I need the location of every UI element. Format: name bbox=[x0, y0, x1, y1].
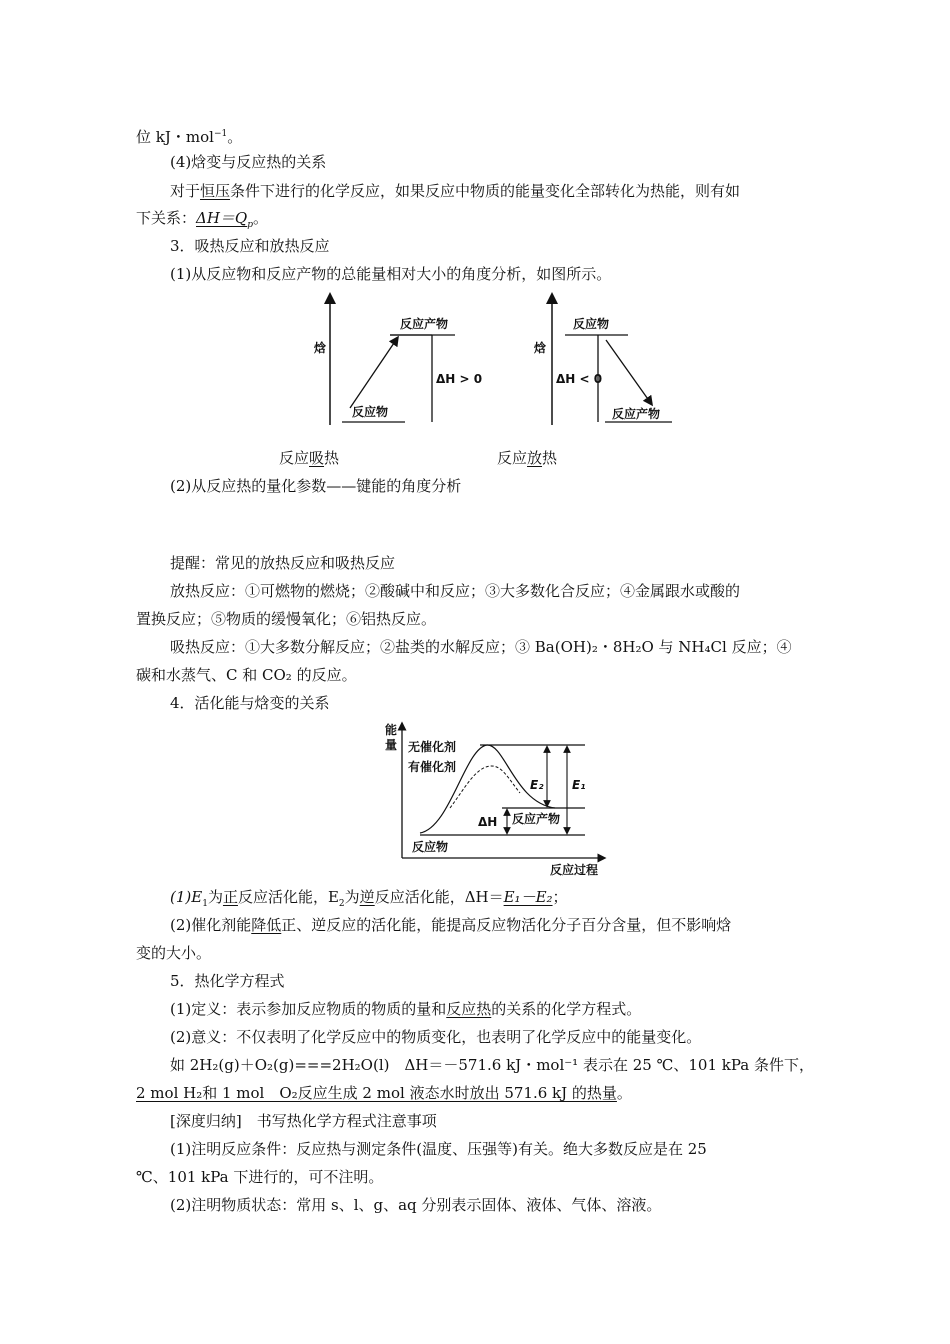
line-constant-pressure: 对于恒压条件下进行的化学反应，如果反应中物质的能量变化全部转化为热能，则有如 bbox=[170, 182, 741, 200]
caption-endothermic: 反应吸热 bbox=[279, 449, 340, 467]
e1-label: E₁ bbox=[572, 778, 586, 792]
line-exothermic-list-cont: 置换反应；⑤物质的缓慢氧化；⑥铝热反应。 bbox=[136, 610, 437, 628]
right-dh-label: ΔH < 0 bbox=[556, 372, 603, 386]
line-reminder: 提醒：常见的放热反应和吸热反应 bbox=[170, 554, 396, 572]
product-label: 反应产物 bbox=[512, 812, 561, 826]
section-5-heading: 5．热化学方程式 bbox=[170, 972, 285, 990]
line-meaning: (2)意义：不仅表明了化学反应中的物质变化，也表明了化学反应中的能量变化。 bbox=[170, 1028, 702, 1046]
left-axis-label: 焓 bbox=[314, 341, 327, 355]
right-axis-label: 焓 bbox=[534, 341, 547, 355]
line-exothermic-list: 放热反应：①可燃物的燃烧；②酸碱中和反应；③大多数化合反应；④金属跟水或酸的 bbox=[170, 582, 741, 600]
x-axis-label: 反应过程 bbox=[550, 863, 599, 877]
section-4-heading: 4．活化能与焓变的关系 bbox=[170, 694, 330, 712]
line-example-meaning: 2 mol H₂和 1 mol O₂反应生成 2 mol 液态水时放出 571.6 kJ 的热量。 bbox=[136, 1084, 632, 1102]
y-axis-label-2: 量 bbox=[385, 738, 398, 752]
line-catalyst: (2)催化剂能降低正、逆反应的活化能，能提高反应物活化分子百分含量，但不影响焓 bbox=[170, 916, 732, 934]
line-condition-note-cont: ℃、101 kPa 下进行的，可不注明。 bbox=[136, 1168, 384, 1186]
left-reactant-label: 反应物 bbox=[352, 405, 389, 419]
dh-qp-formula: $\Delta H=Q_p$ bbox=[196, 209, 253, 230]
line-enthalpy-relation: (4)焓变与反应热的关系 bbox=[170, 153, 327, 171]
line-state-note: (2)注明物质状态：常用 s、l、g、aq 分别表示固体、液体、气体、溶液。 bbox=[170, 1196, 662, 1214]
line-relation-formula: 下关系：$\Delta H=Q_p$。 bbox=[136, 209, 269, 230]
line-bond-energy: (2)从反应热的量化参数——键能的角度分析 bbox=[170, 477, 462, 495]
line-unit: 位 kJ・mol$^{-1}$。 bbox=[136, 128, 243, 146]
caption-exothermic: 反应放热 bbox=[497, 449, 558, 467]
line-endothermic-list-cont: 碳和水蒸气、C 和 CO₂ 的反应。 bbox=[136, 666, 357, 684]
line-definition: (1)定义：表示参加反应物质的物质的量和反应热的关系的化学方程式。 bbox=[170, 1000, 642, 1018]
section-3-heading: 3．吸热反应和放热反应 bbox=[170, 237, 330, 255]
line-example-equation: 如 2H₂(g)＋O₂(g)===2H₂O(l) ΔH＝－571.6 kJ・mol⁻¹ 表示在 25 ℃、101 kPa 条件下， bbox=[170, 1056, 814, 1074]
e2-label: E₂ bbox=[530, 778, 544, 792]
line-catalyst-cont: 变的大小。 bbox=[136, 944, 212, 962]
line-energy-analysis: (1)从反应物和反应产物的总能量相对大小的角度分析，如图所示。 bbox=[170, 265, 612, 283]
line-deep-summary: [深度归纳] 书写热化学方程式注意事项 bbox=[170, 1112, 437, 1130]
left-dh-label: ΔH > 0 bbox=[436, 372, 483, 386]
line-condition-note: (1)注明反应条件：反应热与测定条件(温度、压强等)有关。绝大多数反应是在 25 bbox=[170, 1140, 707, 1158]
no-catalyst-label: 无催化剂 bbox=[408, 740, 457, 754]
line-activation-energy: $(1)E_1$为正反应活化能，$E_2$为逆反应活化能，ΔH＝E₁－E₂； bbox=[170, 888, 568, 909]
right-reactant-label: 反应物 bbox=[573, 317, 610, 331]
left-product-label: 反应产物 bbox=[400, 317, 449, 331]
dh-label: ΔH bbox=[478, 815, 498, 829]
activation-energy-diagram bbox=[380, 718, 610, 880]
right-product-label: 反应产物 bbox=[612, 407, 661, 421]
enthalpy-diagram bbox=[300, 290, 690, 440]
line-endothermic-list: 吸热反应：①大多数分解反应；②盐类的水解反应；③ Ba(OH)₂・8H₂O 与 NH₄Cl 反应；④ bbox=[170, 638, 792, 656]
y-axis-label-1: 能 bbox=[385, 723, 398, 737]
with-catalyst-label: 有催化剂 bbox=[408, 760, 457, 774]
reactant-label: 反应物 bbox=[412, 840, 449, 854]
